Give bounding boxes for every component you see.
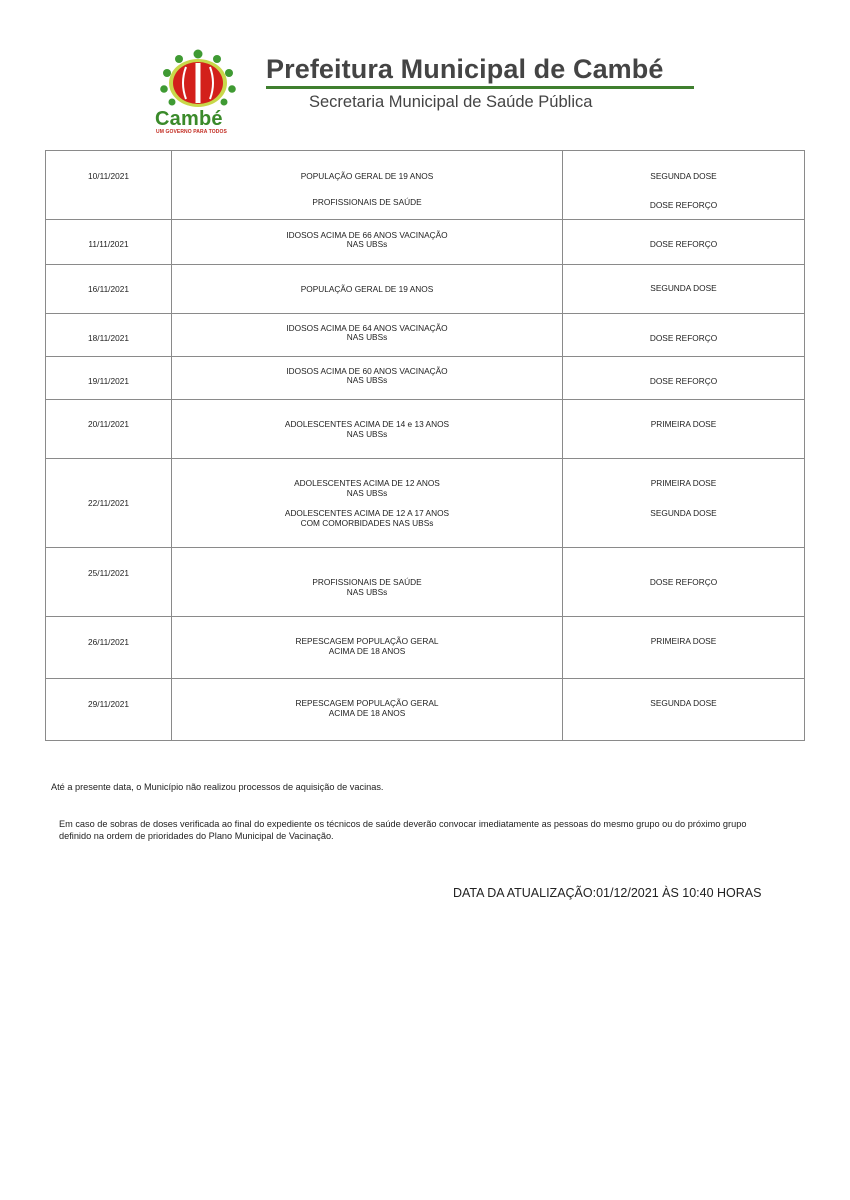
group-line: ACIMA DE 18 ANOS	[328, 646, 406, 656]
date: 19/11/2021	[88, 376, 129, 386]
table-row	[46, 459, 805, 548]
dose-cell	[563, 679, 805, 741]
page-title: Prefeitura Municipal de Cambé	[266, 54, 664, 84]
date-cell	[46, 459, 172, 548]
date: 26/11/2021	[88, 637, 129, 647]
logo-tagline: UM GOVERNO PARA TODOS	[156, 129, 227, 135]
date: 18/11/2021	[88, 333, 129, 343]
group-line: POPULAÇÃO GERAL DE 19 ANOS	[300, 284, 434, 294]
date: 16/11/2021	[88, 284, 129, 294]
group-cell	[172, 265, 563, 314]
group-cell	[172, 679, 563, 741]
group-line: POPULAÇÃO GERAL DE 19 ANOS	[300, 171, 434, 181]
date-cell	[46, 265, 172, 314]
vaccination-schedule-table	[45, 150, 805, 741]
dose: DOSE REFORÇO	[649, 376, 718, 386]
dose-cell	[563, 617, 805, 679]
table-row	[46, 151, 805, 220]
dose-cell	[563, 265, 805, 314]
date-cell	[46, 151, 172, 220]
date: 25/11/2021	[88, 568, 129, 578]
date: 29/11/2021	[88, 699, 129, 709]
group-cell	[172, 151, 563, 220]
group-cell	[172, 357, 563, 400]
group-line: ADOLESCENTES ACIMA DE 14 e 13 ANOS	[284, 419, 450, 429]
group-line: NAS UBSs	[346, 488, 388, 498]
dose: PRIMEIRA DOSE	[650, 636, 717, 646]
table-row	[46, 548, 805, 617]
acquisition-note: Até a presente data, o Município não realizou processos de aquisição de vacinas.	[51, 782, 384, 792]
group-line: REPESCAGEM POPULAÇÃO GERAL	[295, 698, 439, 708]
dose: SEGUNDA DOSE	[650, 508, 717, 518]
group-cell	[172, 220, 563, 265]
date-cell	[46, 617, 172, 679]
group-line: REPESCAGEM POPULAÇÃO GERAL	[295, 636, 439, 646]
dose: PRIMEIRA DOSE	[650, 419, 717, 429]
dose-cell	[563, 400, 805, 459]
group-line: NAS UBSs	[346, 375, 388, 385]
dose: SEGUNDA DOSE	[650, 171, 717, 181]
dose-cell	[563, 357, 805, 400]
group-cell	[172, 617, 563, 679]
date: 20/11/2021	[88, 419, 129, 429]
table-row	[46, 617, 805, 679]
leftover-doses-note: Em caso de sobras de doses verificada ao final do expediente os técnicos de saúde deverão convocar imediatamente as pessoas do mesmo grupo ou do próximo grupo definido na ordem de prioridades do Plano Municipal de Vacinação.	[59, 819, 747, 841]
group-line: IDOSOS ACIMA DE 64 ANOS VACINAÇÃO	[286, 323, 448, 333]
dose: SEGUNDA DOSE	[650, 283, 717, 293]
group-line: NAS UBSs	[346, 587, 388, 597]
dose-cell	[563, 151, 805, 220]
dose: DOSE REFORÇO	[649, 200, 718, 210]
dose: SEGUNDA DOSE	[650, 698, 717, 708]
logo-wordmark: Cambé	[155, 108, 223, 130]
dose: DOSE REFORÇO	[649, 577, 718, 587]
group-line: PROFISSIONAIS DE SAÚDE	[312, 197, 422, 207]
date: 11/11/2021	[88, 239, 129, 249]
page-subtitle: Secretaria Municipal de Saúde Pública	[309, 93, 593, 111]
date-cell	[46, 314, 172, 357]
dose: PRIMEIRA DOSE	[650, 478, 717, 488]
group-line: ADOLESCENTES ACIMA DE 12 ANOS	[294, 478, 440, 488]
group-line: NAS UBSs	[346, 332, 388, 342]
group-line: NAS UBSs	[346, 429, 388, 439]
dose-cell	[563, 314, 805, 357]
dose: DOSE REFORÇO	[649, 333, 718, 343]
dose-cell	[563, 548, 805, 617]
table-row	[46, 357, 805, 400]
dose: DOSE REFORÇO	[649, 239, 718, 249]
group-cell	[172, 548, 563, 617]
group-cell	[172, 459, 563, 548]
date: 10/11/2021	[88, 171, 129, 181]
title-underline	[266, 86, 694, 89]
group-line: COM COMORBIDADES NAS UBSs	[300, 518, 434, 528]
dose-cell	[563, 459, 805, 548]
date-cell	[46, 357, 172, 400]
update-timestamp: DATA DA ATUALIZAÇÃO:01/12/2021 ÀS 10:40 HORAS	[453, 886, 762, 900]
table-row	[46, 679, 805, 741]
dose-cell	[563, 220, 805, 265]
group-cell	[172, 400, 563, 459]
table-row	[46, 400, 805, 459]
group-line: IDOSOS ACIMA DE 66 ANOS VACINAÇÃO	[286, 230, 448, 240]
group-line: IDOSOS ACIMA DE 60 ANOS VACINAÇÃO	[286, 366, 448, 376]
date-cell	[46, 220, 172, 265]
group-line: ADOLESCENTES ACIMA DE 12 A 17 ANOS	[284, 508, 450, 518]
date: 22/11/2021	[88, 498, 129, 508]
date-cell	[46, 679, 172, 741]
table-row	[46, 220, 805, 265]
table-row	[46, 265, 805, 314]
table-row	[46, 314, 805, 357]
group-line: ACIMA DE 18 ANOS	[328, 708, 406, 718]
group-line: PROFISSIONAIS DE SAÚDE	[312, 577, 422, 587]
group-line: NAS UBSs	[346, 239, 388, 249]
group-cell	[172, 314, 563, 357]
date-cell	[46, 548, 172, 617]
date-cell	[46, 400, 172, 459]
